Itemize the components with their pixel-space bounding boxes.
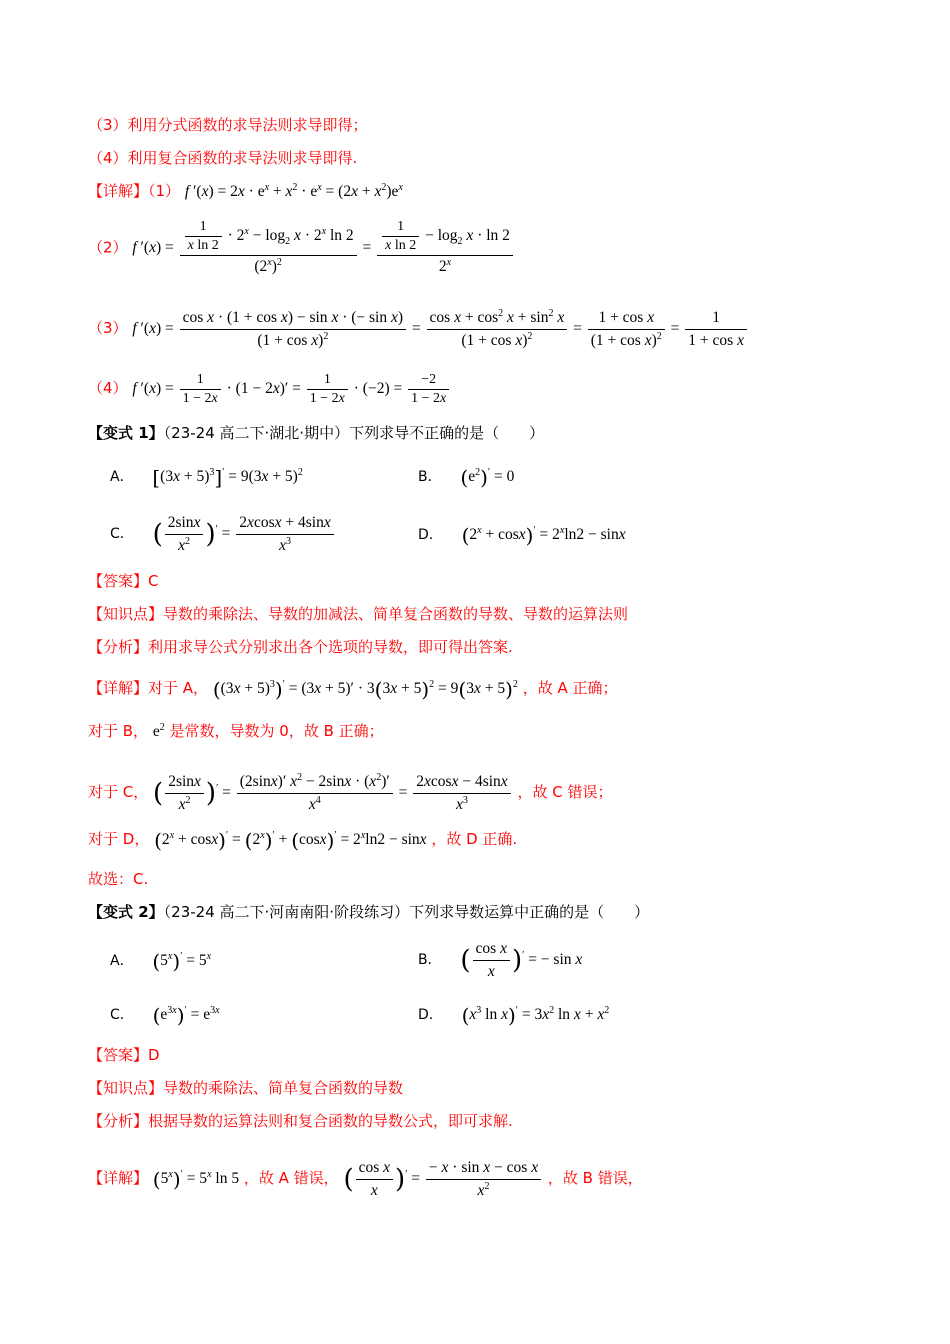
v2-analysis — [88, 1111, 513, 1131]
v1-option-c-formula: ( $\frac{2\sin x}{x^2}$ )′ = $\frac{2xcosx + 4\sin x}{x^3}$ — [153, 525, 336, 542]
detail-a-pre: 对于 A， — [148, 679, 209, 697]
v1-option-a[interactable] — [110, 465, 303, 490]
v1-detail-b — [88, 721, 384, 742]
v2-detail — [88, 1157, 643, 1202]
v1-detail-d — [88, 828, 518, 853]
formula-4: f ′(x) = $\frac{1}{1 - 2x}$ · (1 − 2x)′ = $\frac{1}{1 - 2x}$ · (−2) = $\frac{-2}{1 - 2x}$ — [132, 380, 451, 397]
v2-detail-b-formula: ( $\frac{\text{cos x}}{x}$ )′ = $\frac{\text{− x · sin x − cos x}}{x^2}$ — [343, 1170, 543, 1187]
knowledge-label: 【知识点】 — [88, 1079, 164, 1097]
explain-item-3: （3）利用分式函数的求导法则求导即得； — [88, 116, 368, 134]
detail-a-post: ，故 A 正确； — [522, 679, 618, 697]
v2-option-b[interactable] — [418, 938, 582, 983]
v1-detail-c-formula: ( $\frac{2\sin x}{x^2}$ )′ = $\frac{(2\sin x)' x^2 - 2\sin x \cdot (x^2)'}{x^4}$ = $\frac{2xcosx - 4\sin x}{x^3}$ — [153, 784, 513, 801]
detail-num-2: （2） — [88, 238, 128, 257]
v1-option-a-formula: $[(3x + 5)^3]' = 9(3x + 5)^2$ — [152, 465, 303, 490]
v1-analysis — [88, 637, 513, 657]
analysis-label: 【分析】 — [88, 638, 149, 656]
variant-2-question: 下列求导数运算中正确的是（ ） — [409, 903, 650, 921]
variant-2-source: （23-24 高二下·河南南阳·阶段练习） — [163, 903, 410, 921]
v2-option-a[interactable] — [110, 949, 212, 974]
v1-detail-c — [88, 771, 612, 816]
detail-b-pre: 对于 B， — [88, 722, 149, 740]
v1-knowledge — [88, 604, 628, 624]
option-label: B． — [418, 469, 442, 485]
detail-1-line — [88, 181, 403, 202]
v1-option-c[interactable] — [110, 512, 336, 557]
v2-option-d-formula: ($x^3$ $\ln x)' = 3x^2$ $\ln x + x^2$ — [461, 1003, 610, 1028]
option-label: C． — [110, 1007, 134, 1023]
v1-detail-a — [88, 677, 618, 702]
analysis-text: 利用求导公式分别求出各个选项的导数，即可得出答案. — [148, 638, 513, 656]
v2-option-c-formula: $(e^{3x})' = e^{3x}$ — [152, 1003, 220, 1028]
detail-b-post: ，故 B 错误， — [547, 1169, 643, 1188]
v1-conclusion: 故选：C. — [88, 870, 149, 888]
v1-detail-d-formula: $(2^x + \cos x)' = (2^x)' + (\cos x)' = 2^x\ln 2 - \sin x$ — [154, 828, 427, 853]
variant-1-source: （23-24 高二下·湖北·期中） — [163, 424, 350, 442]
v2-option-d[interactable] — [418, 1003, 610, 1028]
v1-option-b-formula: $(e^2)' = 0$ — [460, 465, 515, 490]
v2-answer: 【答案】D — [88, 1046, 160, 1064]
option-label: D． — [418, 1007, 443, 1023]
v1-detail-b-formula: $e^2$ — [152, 721, 165, 740]
v1-option-d[interactable] — [418, 523, 626, 548]
detail-num-3: （3） — [88, 319, 128, 338]
option-label: B． — [418, 952, 442, 969]
variant-1-title — [88, 423, 544, 443]
knowledge-text: 导数的乘除法、简单复合函数的导数 — [163, 1079, 404, 1097]
knowledge-text: 导数的乘除法、导数的加减法、简单复合函数的导数、导数的运算法则 — [163, 605, 629, 623]
analysis-text: 根据导数的运算法则和复合函数的导数公式，即可求解. — [148, 1112, 513, 1130]
variant-1-question: 下列求导不正确的是（ ） — [349, 424, 545, 442]
detail-num-1: （1） — [148, 182, 181, 200]
option-label: A． — [110, 953, 134, 969]
v2-option-b-formula: ( $\frac{\text{cos x}}{x}$ )′ = − sin x — [460, 940, 583, 980]
option-label: C． — [110, 526, 134, 543]
formula-1: f $'(x) = 2x \cdot e^x + x^2 \cdot e^x = (2x + x^2)e^x$ — [184, 181, 403, 200]
detail-label: 【详解】 — [88, 1169, 149, 1188]
explain-item-4: （4）利用复合函数的求导法则求导即得. — [88, 149, 358, 167]
detail-b-post: 是常数，导数为 0，故 B 正确； — [169, 722, 384, 740]
variant-2-label: 【变式 2】 — [88, 903, 164, 921]
detail-label: 【详解】 — [88, 679, 149, 697]
v1-answer: 【答案】C — [88, 572, 159, 590]
variant-1-label: 【变式 1】 — [88, 424, 164, 442]
variant-2-title — [88, 902, 649, 922]
detail-a-post: ，故 A 错误， — [243, 1169, 339, 1188]
v1-option-d-formula: $(2^x + \cos x)' = 2^x\ln 2 - \sin x$ — [461, 523, 626, 548]
detail-d-pre: 对于 D， — [88, 830, 150, 848]
v2-option-c[interactable] — [110, 1003, 220, 1028]
knowledge-label: 【知识点】 — [88, 605, 164, 623]
detail-4-line — [88, 371, 451, 408]
formula-2: f ′(x) = $\frac{1}{\text{x ln 2}}$ · $2^x - \log_2 x \cdot 2^x$ ln 2 $(2^x)^2$ = $\frac{1}{\text{x ln 2}}$ − $\log_2 x \cdot \ln 2$ 2$^x$ — [132, 239, 515, 256]
detail-d-post: ，故 D 正确. — [431, 830, 518, 848]
v1-detail-a-formula: $((3x + 5)^3)' = (3x + 5)' \cdot 3(3x + 5)^2 = 9(3x + 5)^2$ — [212, 677, 518, 702]
option-label: A． — [110, 469, 134, 485]
v2-detail-a-formula: $(5^x)' = 5^x$ ln 5 — [152, 1167, 240, 1192]
detail-c-pre: 对于 C， — [88, 783, 149, 802]
detail-2-line — [88, 218, 515, 278]
detail-c-post: ，故 C 错误； — [517, 783, 613, 802]
v2-knowledge — [88, 1078, 403, 1098]
detail-num-4: （4） — [88, 379, 128, 398]
detail-3-line — [88, 307, 749, 352]
analysis-label: 【分析】 — [88, 1112, 149, 1130]
option-label: D． — [418, 527, 443, 543]
v1-option-b[interactable] — [418, 465, 515, 490]
formula-3: f ′(x) = $\frac{\text{cos x · (1 + cos x) − sin x · (− sin x)}}{(1 + \cos x)^2}$ = $\frac{\cos x + \cos^2 x + \sin^2 x}{(1 + \cos x)^2}$ = $\frac{\text{1 + cos x}}{(1 + \cos x)^2}$ = $\frac{1}{\text{1 + cos x}}$ — [132, 320, 749, 337]
detail-label: 【详解】 — [88, 182, 149, 200]
v2-option-a-formula: $(5^x)' = 5^x$ — [152, 949, 212, 974]
